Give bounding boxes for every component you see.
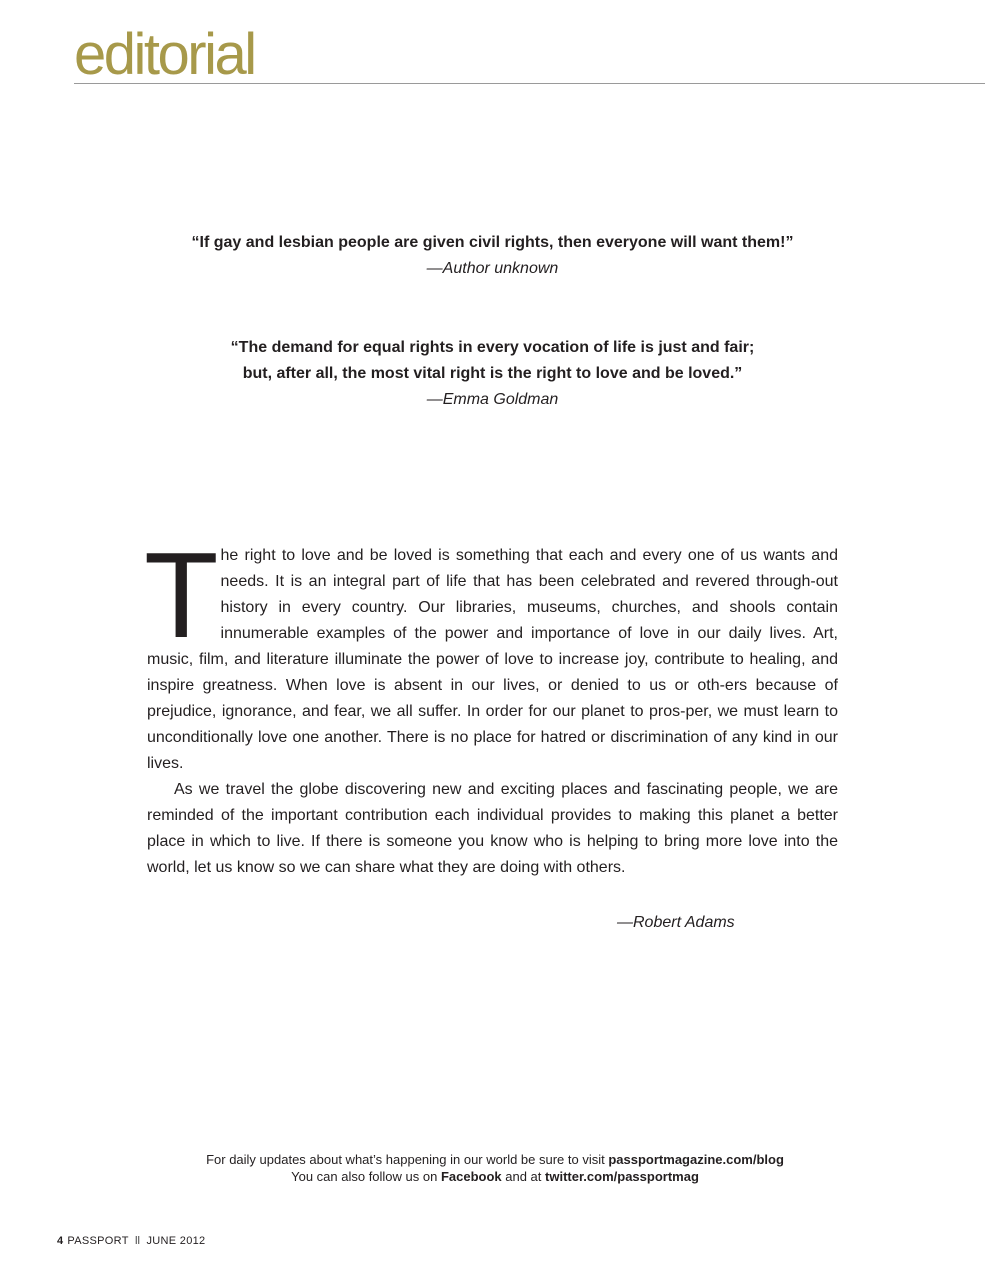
editorial-body bbox=[144, 527, 838, 881]
drop-cap: T bbox=[144, 527, 219, 663]
footer-line-1 bbox=[0, 1151, 985, 1168]
footer-note bbox=[0, 1151, 985, 1185]
quote-text-line-1: “The demand for equal rights in every vocation of life is just and fair; bbox=[230, 339, 755, 356]
page-folio bbox=[57, 1234, 205, 1248]
magazine-name: PASSPORT bbox=[67, 1235, 129, 1247]
quote-block-2 bbox=[0, 335, 985, 413]
twitter-link[interactable]: twitter.com/passportmag bbox=[545, 1169, 699, 1184]
footer-line-2 bbox=[0, 1168, 985, 1185]
section-header bbox=[74, 22, 985, 87]
page-number: 4 bbox=[57, 1235, 64, 1247]
footer-line-2-text: You can also follow us on bbox=[291, 1169, 441, 1184]
quote-text: “If gay and lesbian people are given civil rights, then everyone will want them!” bbox=[191, 234, 794, 251]
section-title: editorial bbox=[74, 22, 255, 87]
footer-line-2-middle: and at bbox=[501, 1169, 546, 1184]
issue-date: JUNE 2012 bbox=[146, 1235, 206, 1247]
blog-link[interactable]: passportmagazine.com/blog bbox=[608, 1152, 784, 1167]
quote-text-line-2: but, after all, the most vital right is the right to love and be loved.” bbox=[242, 365, 743, 382]
quote-block-1 bbox=[0, 230, 985, 282]
quote-attribution: —Author unknown bbox=[426, 260, 559, 277]
facebook-link[interactable]: Facebook bbox=[440, 1169, 502, 1184]
paragraph-2: As we travel the globe discovering new and exciting places and fascinating people, we are reminded of the important contribution each individual provides to making this planet a better place in which to live. If there is someone you know who is helping to bring more love into the world, let us know so we can share what they are doing with others. bbox=[147, 781, 838, 876]
author-signature: —Robert Adams bbox=[617, 914, 735, 931]
footer-line-1-text: For daily updates about what’s happening in our world be sure to visit bbox=[206, 1152, 609, 1167]
folio-separator: ‖ bbox=[134, 1235, 141, 1247]
paragraph-1 bbox=[144, 527, 838, 777]
quote-attribution: —Emma Goldman bbox=[426, 391, 559, 408]
paragraph-1-text: he right to love and be loved is something that each and every one of us wants and needs. It is an integral part of life that has been celebrated and revered through-out history in every country. Our libraries, museums, churches, and shools contain innumerable examples of the power and importance of love in our daily lives. Art, music, film, and literature illuminate the power of love to increase joy, contribute to healing, and inspire greatness. When love is absent in our lives, or denied to us or oth-ers because of prejudice, ignorance, and fear, we all suffer. In order for our planet to pros-per, we must learn to unconditionally love one another. There is no place for hatred or discrimination of any kind in our lives. bbox=[147, 547, 838, 772]
